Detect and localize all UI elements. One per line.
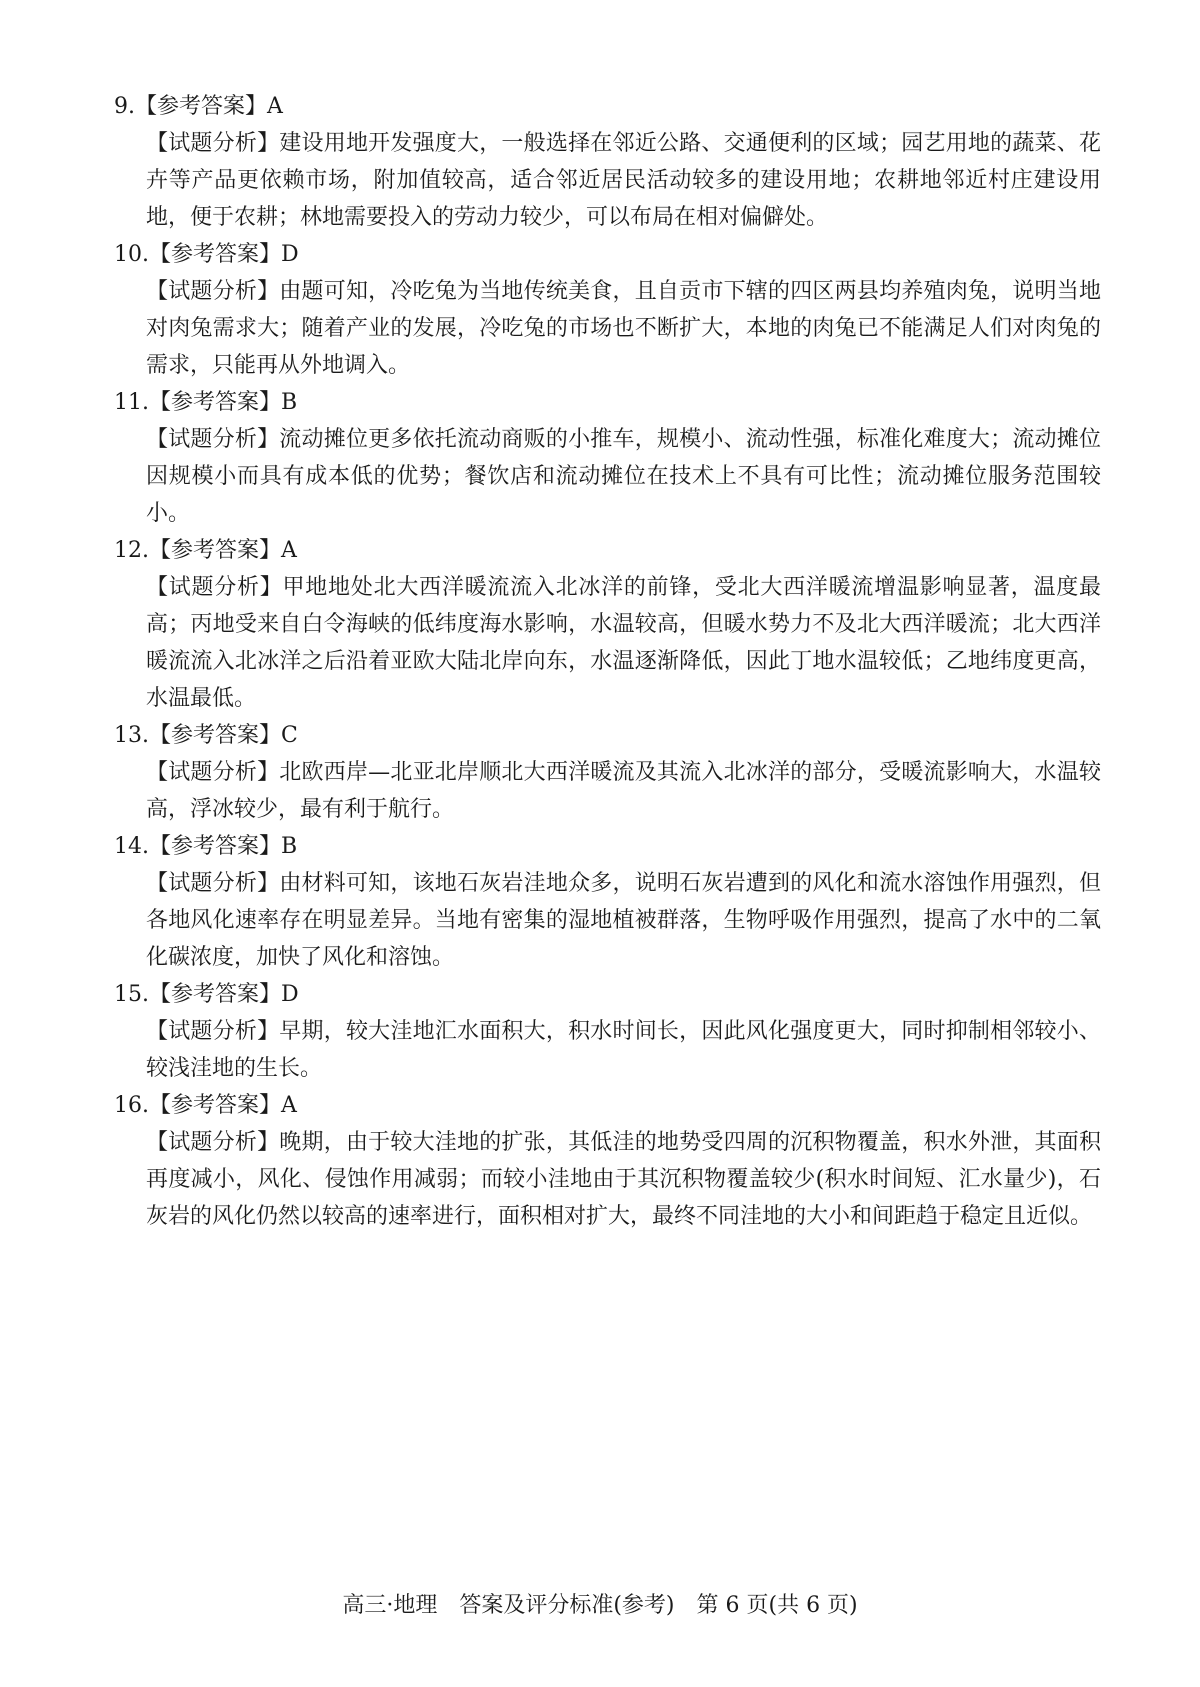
answer-value: D <box>281 982 299 1007</box>
analysis-text: 流动摊位更多依托流动商贩的小推车，规模小、流动性强，标准化难度大；流动摊位因规模小而具有成本低的优势；餐饮店和流动摊位在技术上不具有可比性；流动摊位服务范围较小。 <box>146 427 1101 526</box>
answer-label: 【参考答案】 <box>149 723 282 748</box>
analysis-paragraph <box>146 421 1101 532</box>
question-item-11 <box>116 384 1101 532</box>
analysis-text: 由材料可知，该地石灰岩洼地众多，说明石灰岩遭到的风化和流水溶蚀作用强烈，但各地风化速率存在明显差异。当地有密集的湿地植被群落，生物呼吸作用强烈，提高了水中的二氧化碳浓度，加快了风化和溶蚀。 <box>146 871 1101 970</box>
question-number: 9. <box>114 94 135 119</box>
analysis-paragraph <box>146 273 1101 384</box>
analysis-label: 【试题分析】 <box>146 427 280 452</box>
question-number: 14. <box>114 834 149 859</box>
answer-label: 【参考答案】 <box>135 94 268 119</box>
analysis-text: 晚期，由于较大洼地的扩张，其低洼的地势受四周的沉积物覆盖，积水外泄，其面积再度减小，风化、侵蚀作用减弱；而较小洼地由于其沉积物覆盖较少(积水时间短、汇水量少)，石灰岩的风化仍然以较高的速率进行，面积相对扩大，最终不同洼地的大小和间距趋于稳定且近似。 <box>146 1130 1101 1229</box>
question-number: 11. <box>114 390 149 415</box>
question-item-12 <box>116 532 1101 717</box>
analysis-text: 北欧西岸—北亚北岸顺北大西洋暖流及其流入北冰洋的部分，受暖流影响大，水温较高，浮冰较少，最有利于航行。 <box>146 760 1101 822</box>
question-number: 12. <box>114 538 149 563</box>
answer-list <box>116 88 1101 1235</box>
analysis-paragraph <box>146 569 1101 717</box>
analysis-label: 【试题分析】 <box>146 575 283 600</box>
question-item-16 <box>116 1087 1101 1235</box>
answer-line <box>114 88 1101 125</box>
question-number: 13. <box>114 723 149 748</box>
answer-value: B <box>281 834 298 859</box>
answer-label: 【参考答案】 <box>149 242 282 267</box>
answer-label: 【参考答案】 <box>149 390 282 415</box>
question-item-13 <box>116 717 1101 828</box>
analysis-label: 【试题分析】 <box>146 1130 280 1155</box>
analysis-label: 【试题分析】 <box>146 871 280 896</box>
analysis-paragraph <box>146 1124 1101 1235</box>
page-footer: 高三·地理 答案及评分标准(参考) 第 6 页(共 6 页) <box>342 1593 858 1618</box>
answer-line <box>114 1087 1101 1124</box>
analysis-label: 【试题分析】 <box>146 760 280 785</box>
answer-label: 【参考答案】 <box>149 834 282 859</box>
question-number: 15. <box>114 982 149 1007</box>
answer-value: D <box>281 242 299 267</box>
question-number: 16. <box>114 1093 149 1118</box>
answer-value: A <box>267 94 283 119</box>
analysis-paragraph <box>146 1013 1101 1087</box>
question-item-9 <box>116 88 1101 236</box>
answer-value: C <box>281 723 298 748</box>
analysis-text: 建设用地开发强度大，一般选择在邻近公路、交通便利的区域；园艺用地的蔬菜、花卉等产品更依赖市场，附加值较高，适合邻近居民活动较多的建设用地；农耕地邻近村庄建设用地，便于农耕；林地需要投入的劳动力较少，可以布局在相对偏僻处。 <box>146 131 1101 230</box>
answer-value: A <box>281 1093 297 1118</box>
analysis-paragraph <box>146 865 1101 976</box>
analysis-label: 【试题分析】 <box>146 1019 280 1044</box>
answer-label: 【参考答案】 <box>149 538 282 563</box>
analysis-paragraph <box>146 125 1101 236</box>
answer-label: 【参考答案】 <box>149 1093 282 1118</box>
analysis-text: 由题可知，冷吃兔为当地传统美食，且自贡市下辖的四区两县均养殖肉兔，说明当地对肉兔需求大；随着产业的发展，冷吃兔的市场也不断扩大，本地的肉兔已不能满足人们对肉兔的需求，只能再从外地调入。 <box>146 279 1101 378</box>
analysis-paragraph <box>146 754 1101 828</box>
analysis-text: 甲地地处北大西洋暖流流入北冰洋的前锋，受北大西洋暖流增温影响显著，温度最高；丙地受来自白令海峡的低纬度海水影响，水温较高，但暖水势力不及北大西洋暖流；北大西洋暖流流入北冰洋之后沿着亚欧大陆北岸向东，水温逐渐降低，因此丁地水温较低；乙地纬度更高，水温最低。 <box>146 575 1101 711</box>
answer-value: B <box>281 390 298 415</box>
analysis-label: 【试题分析】 <box>146 279 280 304</box>
question-item-10 <box>116 236 1101 384</box>
answer-line <box>114 717 1101 754</box>
answer-value: A <box>281 538 297 563</box>
question-item-14 <box>116 828 1101 976</box>
answer-line <box>114 236 1101 273</box>
analysis-label: 【试题分析】 <box>146 131 280 156</box>
answer-line <box>114 976 1101 1013</box>
question-number: 10. <box>114 242 149 267</box>
answer-line <box>114 384 1101 421</box>
analysis-text: 早期，较大洼地汇水面积大，积水时间长，因此风化强度更大，同时抑制相邻较小、较浅洼地的生长。 <box>146 1019 1101 1081</box>
question-item-15 <box>116 976 1101 1087</box>
answer-label: 【参考答案】 <box>149 982 282 1007</box>
answer-line <box>114 828 1101 865</box>
answer-line <box>114 532 1101 569</box>
